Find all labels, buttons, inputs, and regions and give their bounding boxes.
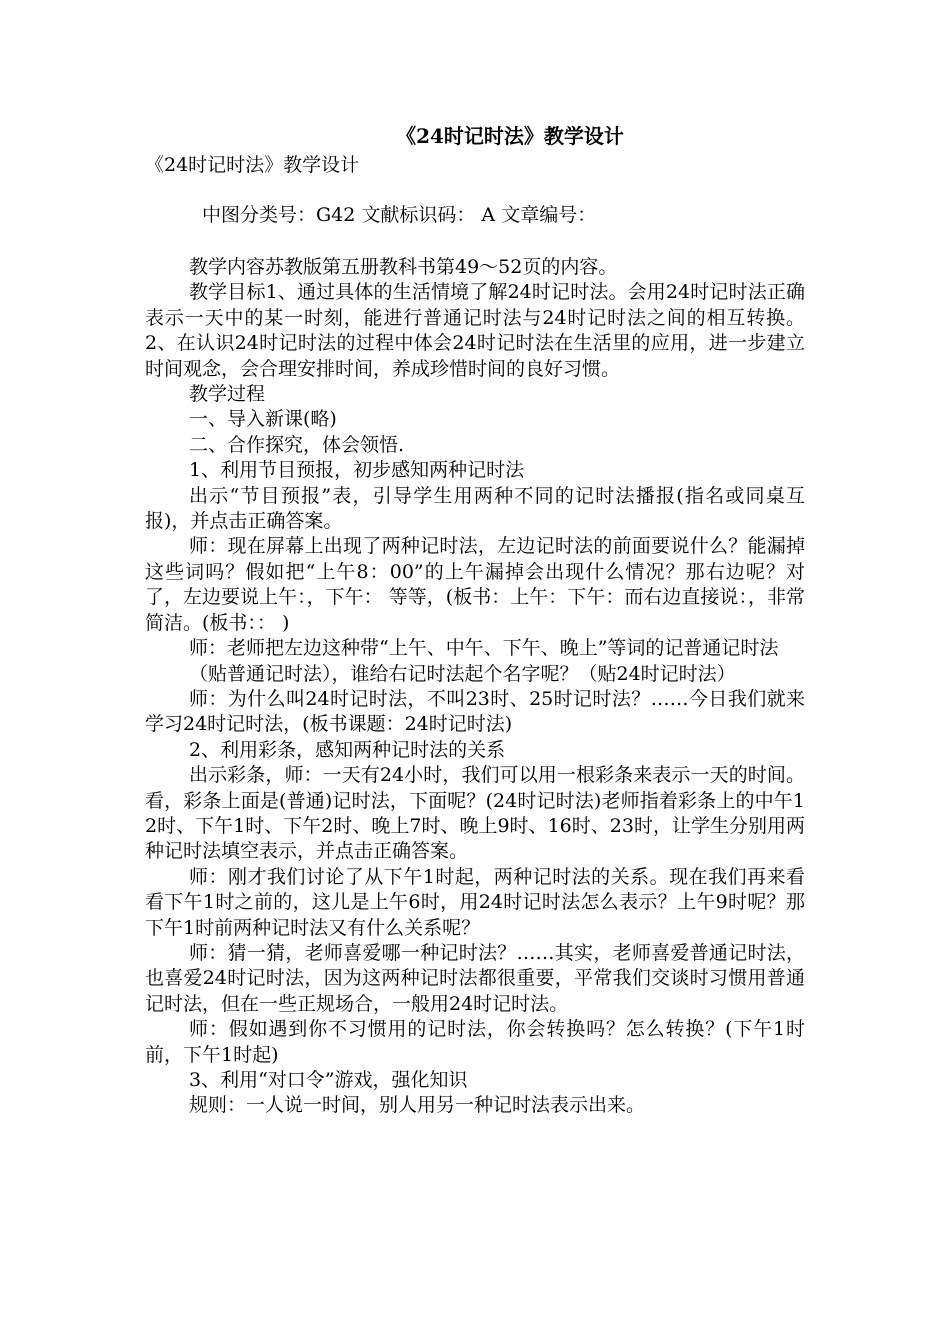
- paragraph-step-2: 2、利用彩条，感知两种记时法的关系: [189, 738, 506, 761]
- paragraph-step-3: 3、利用“对口令”游戏，强化知识: [189, 1069, 468, 1091]
- document-title: 《24时记时法》教学设计: [396, 124, 624, 148]
- paragraph-teacher-5: 师：猜一猜，老师喜爱哪一种记时法？……其实，老师喜爱普通记时法，也喜爱24时记时法，因为这两种记时法都很重要，平常我们交谈时习惯用普通记时法，但在一些正规场合，一般用24时记时法。: [145, 941, 805, 1015]
- paragraph-section-intro: 一、导入新课(略): [189, 408, 337, 431]
- paragraph-show-schedule: 出示“节目预报”表，引导学生用两种不同的记时法播报(指名或同桌互报)，并点击正确答案。: [145, 484, 805, 533]
- paragraph-teaching-content: 教学内容苏教版第五册教科书第49～52页的内容。: [189, 256, 618, 278]
- paragraph-teacher-6: 师：假如遇到你不习惯用的记时法，你会转换吗？怎么转换？(下午1时前，下午1时起): [145, 1018, 805, 1066]
- paragraph-rules: 规则：一人说一时间，别人用另一种记时法表示出来。: [189, 1094, 646, 1117]
- paragraph-teacher-3: 师：为什么叫24时记时法，不叫23时、25时记时法？……今日我们就来学习24时记时法，(板书课题：24时记时法): [145, 687, 805, 736]
- paragraph-teacher-4: 师：刚才我们讨论了从下午1时起，两种记时法的关系。现在我们再来看看下午1时之前的，这儿是上午6时，用24时记时法怎么表示？上午9时呢？那下午1时前两种记时法又有什么关系呢？: [145, 865, 805, 939]
- paragraph-teacher-2: 师：老师把左边这种带“上午、中午、下午、晚上”等词的记普通记时法: [189, 637, 779, 660]
- document-body: [145, 255, 805, 1119]
- paragraph-section-explore: 二、合作探究，体会领悟.: [189, 433, 405, 456]
- paragraph-name-24h: （贴普通记时法），谁给右记时法起个名字呢？（贴24时记时法）: [189, 662, 736, 685]
- paragraph-teaching-process: 教学过程: [189, 383, 266, 406]
- paragraph-step-1: 1、利用节目预报，初步感知两种记时法: [189, 459, 525, 482]
- document-page: [145, 120, 805, 1119]
- classification-line: 中图分类号：G42 文献标识码： A 文章编号：: [202, 204, 597, 226]
- paragraph-color-strip: 出示彩条，师：一天有24小时，我们可以用一根彩条来表示一天的时间。看，彩条上面是(普通)记时法，下面呢？(24时记时法)老师指着彩条上的中午12时、下午1时、下午2时、晚上7时、晚上9时、16时、23时，让学生分别用两种记时法填空表示，并点击正确答案。: [145, 764, 805, 863]
- paragraph-teaching-goals: 教学目标1、通过具体的生活情境了解24时记时法。会用24时记时法正确表示一天中的某一时刻，能进行普通记时法与24时记时法之间的相互转换。2、在认识24时记时法的过程中体会24时记时法在生活里的应用，进一步建立时间观念，会合理安排时间，养成珍惜时间的良好习惯。: [145, 281, 805, 380]
- paragraph-teacher-1: 师：现在屏幕上出现了两种记时法，左边记时法的前面要说什么？能漏掉这些词吗？假如把“上午8：00”的上午漏掉会出现什么情况？那右边呢？对了，左边要说上午：，下午： 等等，(板书：上午：下午：而右边直接说：，非常简洁。(板书：： ): [145, 535, 805, 634]
- document-subtitle: 《24时记时法》教学设计: [145, 154, 360, 176]
